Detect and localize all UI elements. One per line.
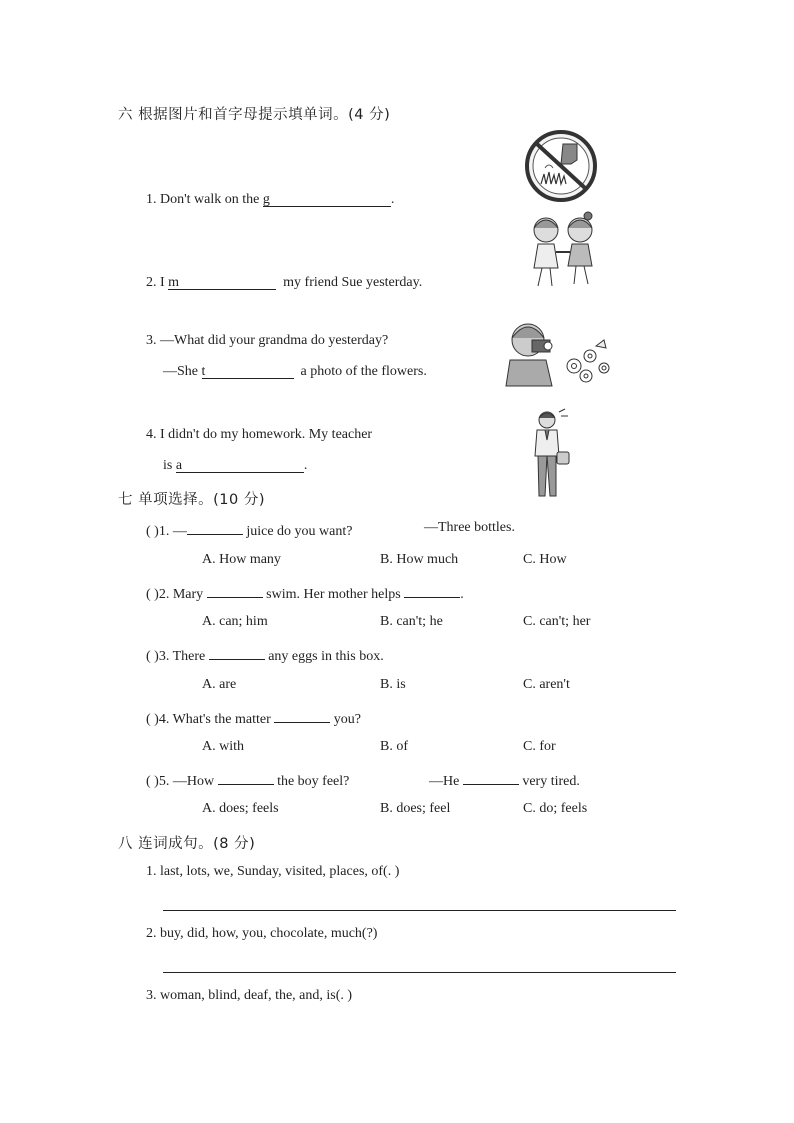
s7-question-2	[146, 583, 464, 603]
question-text-end: .	[460, 587, 464, 602]
s6-item-3-line2	[163, 364, 427, 380]
s7-question-5-reply	[429, 770, 580, 790]
option-a[interactable]: A. How many	[202, 552, 281, 567]
item-text-end: .	[303, 458, 308, 473]
question-text: the boy feel?	[273, 774, 350, 789]
item-number: 2.	[146, 275, 157, 290]
two-girls-meeting-image	[518, 210, 610, 290]
item-text: I didn't do my homework. My teacher	[160, 427, 373, 442]
question-text: juice do you want?	[242, 524, 353, 539]
grandma-taking-photo-image	[502, 316, 622, 388]
section-8-title: 八 连词成句。(8 分)	[118, 836, 256, 852]
option-b[interactable]: B. is	[380, 677, 406, 692]
answer-parentheses[interactable]: ( )	[146, 524, 159, 539]
s8-item-3: 3. woman, blind, deaf, the, and, is(. )	[146, 988, 353, 1003]
angry-teacher-image	[525, 408, 573, 500]
item-text: —What did your grandma do yesterday?	[160, 333, 389, 348]
option-a[interactable]: A. can; him	[202, 614, 268, 629]
answer-blank[interactable]	[202, 364, 294, 379]
hint-letter: a	[175, 458, 183, 473]
answer-blank[interactable]	[187, 520, 243, 535]
option-c[interactable]: C. aren't	[523, 677, 570, 692]
section-6-title: 六 根据图片和首字母提示填单词。(4 分)	[118, 107, 391, 123]
hint-letter: t	[201, 364, 206, 379]
item-text: Don't walk on the	[160, 192, 263, 207]
question-stem: 2. Mary	[158, 587, 207, 602]
option-c[interactable]: C. for	[523, 739, 556, 754]
answer-blank[interactable]	[404, 583, 460, 598]
option-a[interactable]: A. are	[202, 677, 237, 692]
s7-question-3	[146, 645, 384, 665]
hint-letter: m	[168, 275, 180, 290]
s7-question-5	[146, 770, 349, 790]
answer-parentheses[interactable]: ( )	[146, 712, 159, 727]
answer-parentheses[interactable]: ( )	[146, 587, 159, 602]
item-number: 1.	[146, 192, 157, 207]
option-c[interactable]: C. How	[523, 552, 567, 567]
answer-blank[interactable]	[274, 708, 330, 723]
s8-item-2: 2. buy, did, how, you, chocolate, much(?)	[146, 926, 378, 941]
option-b[interactable]: B. of	[380, 739, 408, 754]
answer-line[interactable]	[163, 910, 676, 911]
question-stem: 5. —How	[158, 774, 218, 789]
answer-parentheses[interactable]: ( )	[146, 649, 159, 664]
s6-item-1	[146, 192, 394, 208]
reply-text-end: very tired.	[518, 774, 580, 789]
option-b[interactable]: B. does; feel	[380, 801, 451, 816]
option-c[interactable]: C. can't; her	[523, 614, 591, 629]
s7-question-1-reply: —Three bottles.	[424, 520, 515, 535]
s7-question-1	[146, 520, 352, 540]
answer-line[interactable]	[163, 972, 676, 973]
s6-item-2	[146, 275, 422, 291]
question-text: you?	[330, 712, 361, 727]
option-b[interactable]: B. How much	[380, 552, 459, 567]
item-text: —She	[163, 364, 202, 379]
section-7-title: 七 单项选择。(10 分)	[118, 492, 265, 508]
item-text: is	[163, 458, 176, 473]
answer-blank[interactable]	[218, 770, 274, 785]
s6-item-3-line1	[146, 333, 388, 349]
s8-item-1: 1. last, lots, we, Sunday, visited, places, of(. )	[146, 864, 400, 879]
question-stem: 3. There	[158, 649, 209, 664]
answer-blank[interactable]	[263, 192, 391, 207]
answer-blank[interactable]	[168, 275, 276, 290]
item-text: I	[160, 275, 169, 290]
item-text-end: .	[390, 192, 395, 207]
item-number: 4.	[146, 427, 157, 442]
answer-parentheses[interactable]: ( )	[146, 774, 159, 789]
answer-blank[interactable]	[176, 458, 304, 473]
answer-blank[interactable]	[463, 770, 519, 785]
question-stem: 4. What's the matter	[158, 712, 275, 727]
reply-text: —He	[429, 774, 463, 789]
item-number: 3.	[146, 333, 157, 348]
hint-letter: g	[262, 192, 270, 207]
option-a[interactable]: A. does; feels	[202, 801, 279, 816]
question-text: swim. Her mother helps	[262, 587, 405, 602]
s6-item-4-line1	[146, 427, 372, 443]
option-a[interactable]: A. with	[202, 739, 244, 754]
no-walking-on-grass-sign-image	[523, 130, 599, 202]
option-c[interactable]: C. do; feels	[523, 801, 588, 816]
item-text-end: a photo of the flowers.	[300, 364, 427, 379]
question-text: any eggs in this box.	[264, 649, 384, 664]
item-text-end: my friend Sue yesterday.	[283, 275, 423, 290]
option-b[interactable]: B. can't; he	[380, 614, 443, 629]
s7-question-4	[146, 708, 361, 728]
answer-blank[interactable]	[209, 645, 265, 660]
s6-item-4-line2	[163, 458, 307, 474]
question-stem: 1. —	[158, 524, 187, 539]
answer-blank[interactable]	[207, 583, 263, 598]
